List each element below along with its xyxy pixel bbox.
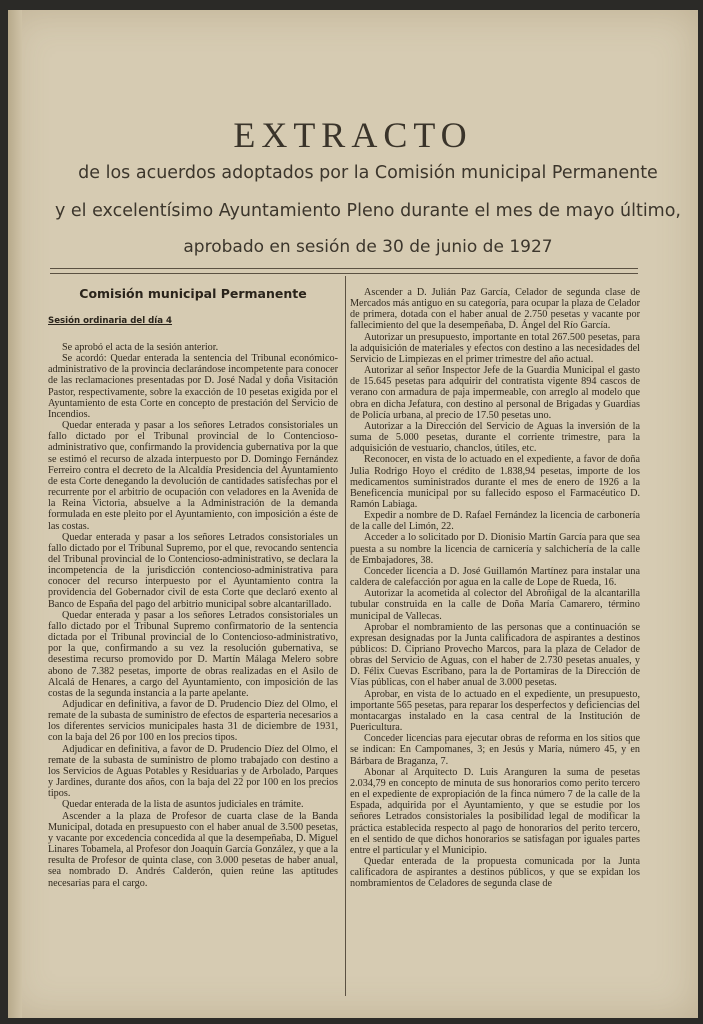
session-heading: Sesión ordinaria del día 4 xyxy=(48,316,173,326)
paragraph: Quedar enterada y pasar a los señores Letrados consistoriales un fallo dictado por el Tribunal provincial de lo Contencioso-administrativo que, confirmando la providencia gubernativa por la que se estimó el recurso de alzada interpuesto por D. Domingo Fernández Ferreiro contra el decreto de la Alcaldía Presidencia del Ayuntamiento de esta Corte denegando la devolución de cantidades satisfechas por el recurrente por el arbitrio de ocupación con veladores en la Avenida de la Reina Victoria, absuelve a la Administración de la demanda formulada en este pleito por el Ayuntamiento, con imposición a éste de las costas. xyxy=(48,420,338,532)
paragraph: Aprobar, en vista de lo actuado en el expediente, un presupuesto, importante 565 pesetas, para reparar los desperfectos y deficiencias del montacargas instalado en la casa central de la Institución de Puericultura. xyxy=(350,688,640,734)
document-page xyxy=(8,10,698,1018)
paragraph: Quedar enterada y pasar a los señores Letrados consistoriales un fallo dictado por el Tribunal Supremo, por el que, revocando sentencia del Tribunal provincial de lo Contencioso-administrativo, se declara la incompetencia de la jurisdicción contencioso-administrativa para conocer del recurso interpuesto por el Ayuntamiento contra la providencia del Gobernador civil de esta Corte que declaró exento al Banco de España del pago del arbitrio municipal sobre alcantarillado. xyxy=(48,531,338,610)
paragraph: Quedar enterada y pasar a los señores Letrados consistoriales un fallo dictado por el Tribunal Supremo confirmatorio de la sentencia dictada por el Tribunal provincial de lo Contencioso-administrativo, por la que, confirmando a su vez la resolución gubernativa, se desestima recurso promovido por D. Martín Málaga Melero sobre abono de 7.382 pesetas, importe de obras realizadas en el Asilo de Alcalá de Henares, a cargo del Ayuntamiento, con imposición de las costas de la segunda instancia a la parte apelante. xyxy=(48,609,338,699)
paragraph: Quedar enterada de la lista de asuntos judiciales en trámite. xyxy=(62,799,304,811)
paragraph: Autorizar un presupuesto, importante en total 267.500 pesetas, para la adquisición de materiales y efectos con destino a las necesidades del Servicio de Limpiezas en el primer trimestre del año actual. xyxy=(350,331,640,365)
paragraph: Ascender a D. Julián Paz García, Celador de segunda clase de Mercados más antiguo en su categoría, para ocupar la plaza de Celador de primera, dotada con el haber anual de 2.750 pesetas y vacante por fallecimiento del que la desempeñaba, D. Ángel del Río García. xyxy=(350,287,640,332)
paragraph: Adjudicar en definitiva, a favor de D. Prudencio Díez del Olmo, el remate de la subasta de suministro de plomo trabajado con destino a los Servicios de Aguas Potables y Residuarias y de Arbolado, Parques y Jardines, durante dos años, con la baja del 22 por 100 en los precios tipos. xyxy=(48,743,338,800)
paragraph: Autorizar al señor Inspector Jefe de la Guardia Municipal el gasto de 15.645 pesetas para adquirir del contratista vigente 894 cascos de verano con armadura de paja impermeable, con arreglo al modelo que obra en dicha Jefatura, con destino al personal de Brigadas y Guardias de Policía urbana, al precio de 17.50 pesetas uno. xyxy=(350,365,640,421)
paragraph: Abonar al Arquitecto D. Luis Aranguren la suma de pesetas 2.034,79 en concepto de minuta de sus honorarios como perito tercero en el expediente de expropiación de la finca número 7 de la calle de la Espada, adquirida por el Ayuntamiento, y que se estudie por los señores Letrados consistoriales la posibilidad legal de modificar la práctica establecida respecto al pago de honorarios del perito tercero, en el sentido de que dichos honorarios se satisfagan por iguales partes entre el particular y el Municipio. xyxy=(350,766,640,856)
paragraph: Reconocer, en vista de lo actuado en el expediente, a favor de doña Julia Rodrigo Hoyo el crédito de 1.838,94 pesetas, importe de los medicamentos suministrados durante el mes de enero de 1926 a la Beneficencia municipal por su fallecido esposo el Farmacéutico D. Ramón Labiaga. xyxy=(350,454,640,510)
paragraph: Adjudicar en definitiva, a favor de D. Prudencio Díez del Olmo, el remate de la subasta de suministro de efectos de esparteria necesarios a los diferentes servicios municipales hasta 31 de diciembre de 1931, con la baja del 26 por 100 en los precios tipos. xyxy=(48,699,338,744)
page-title: EXTRACTO xyxy=(233,115,473,155)
paragraph: Expedir a nombre de D. Rafael Fernández la licencia de carbonería de la calle del Limón, 22. xyxy=(350,510,640,533)
column-divider xyxy=(345,276,346,996)
paragraph: Se aprobó el acta de la sesión anterior. xyxy=(62,342,219,353)
page-spine xyxy=(8,10,22,1018)
subtitle-line-2: y el excelentísimo Ayuntamiento Pleno durante el mes de mayo último, xyxy=(54,201,681,221)
paragraph: Autorizar la acometida al colector del Abroñigal de la alcantarilla tubular construida en la calle de Doña María Camarero, término municipal de Vallecas. xyxy=(350,588,640,622)
left-column xyxy=(48,342,338,889)
header-rule-top xyxy=(50,268,638,269)
subtitle-line-1: de los acuerdos adoptados por la Comisión municipal Permanente xyxy=(78,163,658,183)
paragraph: Conceder licencia a D. José Guillamón Martínez para instalar una caldera de calefacción por agua en la calle de Lope de Rueda, 16. xyxy=(350,565,640,589)
section-heading: Comisión municipal Permanente xyxy=(79,286,307,301)
paragraph: Se acordó: Quedar enterada la sentencia del Tribunal económico-administrativo de la provincia declarándose incompetente para conocer de las reclamaciones presentadas por D. José Nadal y doña Visitación Pastor, respectivamente, sobre la exacción de 10 pesetas exigida por el Ayuntamiento de esta Corte en concepto de prestación del Servicio de Incendios. xyxy=(48,353,338,420)
paragraph: Autorizar a la Dirección del Servicio de Aguas la inversión de la suma de 5.000 pesetas, durante el corriente trimestre, para la adquisición de vestuario, chanclos, útiles, etc. xyxy=(350,420,640,455)
paragraph: Conceder licencias para ejecutar obras de reforma en los sitios que se indican: En Campomanes, 3; en Jesús y María, número 45, y en Bárbara de Braganza, 7. xyxy=(350,733,640,767)
header-rule-bottom xyxy=(50,273,638,274)
paragraph: Quedar enterada de la propuesta comunicada por la Junta calificadora de aspirantes a destinos públicos, y que se expidan los nombramientos de Celadores de segunda clase de xyxy=(350,855,640,890)
paragraph: Acceder a lo solicitado por D. Dionisio Martín García para que sea puesta a su nombre la licencia de carnicería y salchichería de la calle de Embajadores, 38. xyxy=(350,532,640,566)
paragraph: Aprobar el nombramiento de las personas que a continuación se expresan designadas por la Junta calificadora de aspirantes a destinos públicos: D. Cipriano Provecho Marcos, para la plaza de Celador de obras del Servicio de Aguas, con el haber de 2.730 pesetas anuales, y D. Félix Cuevas Escribano, para la de Portamiras de la Dirección de Vías públicas, con el haber anual de 3.000 pesetas. xyxy=(350,621,640,689)
subtitle-line-3: aprobado en sesión de 30 de junio de 1927 xyxy=(183,237,553,257)
right-column xyxy=(350,287,640,889)
paragraph: Ascender a la plaza de Profesor de cuarta clase de la Banda Municipal, dotada en presupuesto con el haber anual de 3.500 pesetas, y vacante por excedencia concedida al que la desempeñaba, D. Miguel Linares Tobamela, al Profesor don Joaquín García González, y que a la resulta de Profesor de quinta clase, con 3.000 pesetas de haber anual, sea nombrado D. Andrés Calderón, quien reúne las aptitudes necesarias para el cargo. xyxy=(48,810,338,889)
